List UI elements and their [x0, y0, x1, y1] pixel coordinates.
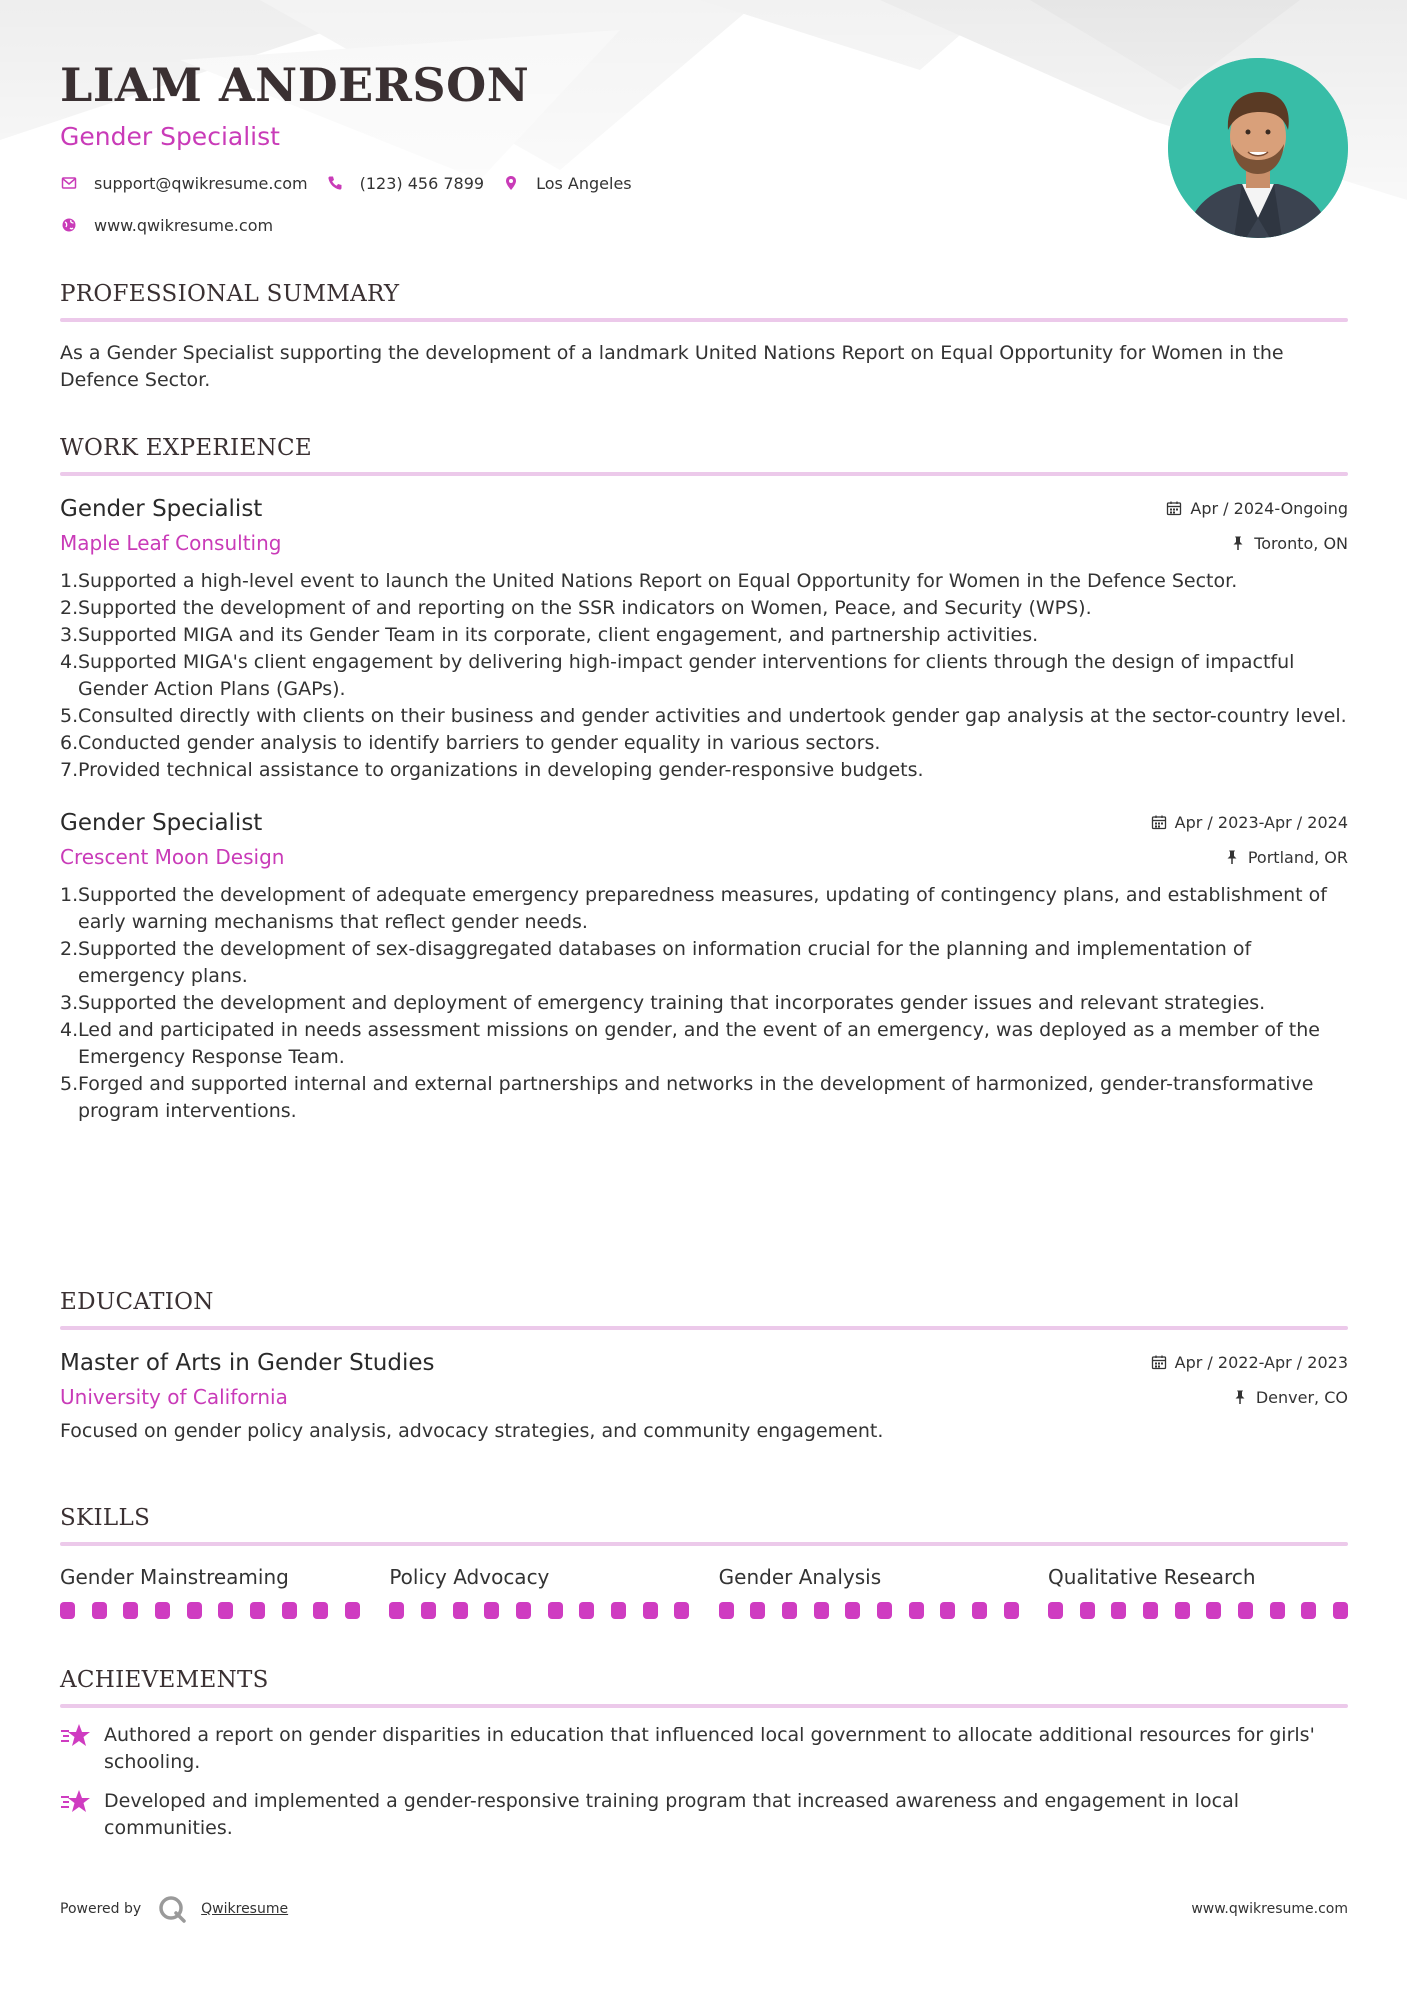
list-item: 5. Consulted directly with clients on their business and gender activities and undertook gender gap analysis at the sector-country level.	[60, 705, 1347, 727]
phone-text: (123) 456 7899	[359, 173, 485, 193]
skill-level-dot	[92, 1602, 107, 1619]
section-divider	[60, 1326, 1348, 1330]
achievements-section	[60, 1666, 1348, 1842]
experience-section	[60, 434, 1348, 1125]
degree-name: Master of Arts in Gender Studies	[60, 1350, 435, 1376]
list-item: 3. Supported the development and deployment of emergency training that incorporates gender issues and relevant strategies.	[60, 992, 1266, 1014]
email-text: support@qwikresume.com	[94, 173, 308, 193]
achievements-heading: ACHIEVEMENTS	[60, 1667, 269, 1693]
list-item	[60, 1788, 1348, 1842]
contact-location	[502, 174, 632, 193]
skill-level-dot	[250, 1602, 265, 1619]
education-entry	[60, 1348, 1348, 1445]
profile-photo	[1168, 58, 1348, 238]
skill-level-dot	[155, 1602, 170, 1619]
education-dates-text: Apr / 2022-Apr / 2023	[1174, 1352, 1348, 1372]
job-location	[1230, 534, 1348, 553]
shooting-star-icon	[60, 1788, 90, 1816]
map-pin-icon	[502, 174, 520, 192]
powered-label: Powered by	[60, 1901, 142, 1917]
skill-level-dot	[611, 1602, 626, 1619]
section-divider	[60, 1542, 1348, 1546]
skill-level-dot	[972, 1602, 987, 1619]
list-item: 2. Supported the development of sex-disaggregated databases on information crucial for the planning and implementation of emergency plans.	[60, 938, 1252, 987]
education-location	[1232, 1388, 1348, 1407]
skill-level-dot	[1080, 1602, 1095, 1619]
contact-row-primary	[60, 172, 1160, 194]
skills-heading: SKILLS	[60, 1505, 151, 1531]
skill-level-dot	[1301, 1602, 1316, 1619]
duties-list	[60, 568, 1348, 784]
list-item: 7. Provided technical assistance to organizations in developing gender-responsive budgets.	[60, 759, 924, 781]
skill-level-dot	[313, 1602, 328, 1619]
section-divider	[60, 318, 1348, 322]
summary-section	[60, 280, 1348, 394]
brand-link[interactable]: Qwikresume	[201, 1901, 289, 1917]
qwikresume-logo-icon	[157, 1894, 187, 1924]
job-dates-text: Apr / 2023-Apr / 2024	[1174, 812, 1348, 832]
powered-by	[60, 1894, 288, 1924]
skill-level-dot	[1333, 1602, 1348, 1619]
job-title: Gender Specialist	[60, 810, 263, 836]
summary-heading: PROFESSIONAL SUMMARY	[60, 281, 400, 307]
school-name: University of California	[60, 1385, 288, 1409]
skill-level-dot	[909, 1602, 924, 1619]
candidate-title: Gender Specialist	[60, 122, 280, 151]
education-section	[60, 1288, 1348, 1445]
skill-level-dot	[719, 1602, 734, 1619]
footer-url[interactable]: www.qwikresume.com	[1191, 1901, 1348, 1917]
skill-level-meter	[719, 1602, 1019, 1619]
skill-level-dot	[421, 1602, 436, 1619]
job-location-text: Portland, OR	[1247, 847, 1348, 867]
job-dates	[1166, 499, 1348, 518]
job-location	[1224, 848, 1348, 867]
skill-level-dot	[1143, 1602, 1158, 1619]
avatar-illustration	[1168, 58, 1348, 238]
skill-level-dot	[453, 1602, 468, 1619]
list-item: 6. Conducted gender analysis to identify barriers to gender equality in various sectors.	[60, 732, 881, 754]
pushpin-icon	[1232, 1389, 1248, 1405]
skill-level-dot	[750, 1602, 765, 1619]
list-item: 1. Supported a high-level event to launch the United Nations Report on Equal Opportunity for Women in the Defence Sector.	[60, 570, 1238, 592]
achievement-text: Authored a report on gender disparities in education that influenced local government to allocate additional resources for girls' schooling.	[104, 1724, 1315, 1773]
skill-level-dot	[1175, 1602, 1190, 1619]
skill-level-dot	[484, 1602, 499, 1619]
skill-level-dot	[1004, 1602, 1019, 1619]
skill-level-dot	[1048, 1602, 1063, 1619]
skill-name: Policy Advocacy	[389, 1565, 550, 1589]
pushpin-icon	[1230, 535, 1246, 551]
phone-icon	[326, 174, 344, 192]
skill-item	[1048, 1564, 1348, 1619]
job-location-text: Toronto, ON	[1254, 533, 1348, 553]
envelope-icon	[60, 174, 78, 192]
experience-heading: WORK EXPERIENCE	[60, 435, 312, 461]
skill-level-dot	[782, 1602, 797, 1619]
resume-header	[60, 58, 1160, 236]
skill-level-dot	[579, 1602, 594, 1619]
list-item: 4. Led and participated in needs assessment missions on gender, and the event of an emergency, was deployed as a member of the Emergency Response Team.	[60, 1019, 1320, 1068]
company-name: Crescent Moon Design	[60, 845, 285, 869]
skill-level-dot	[643, 1602, 658, 1619]
job-dates-text: Apr / 2024-Ongoing	[1190, 498, 1348, 518]
calendar-icon	[1151, 1354, 1167, 1370]
skill-level-dot	[389, 1602, 404, 1619]
education-location-text: Denver, CO	[1255, 1387, 1348, 1407]
job-dates	[1151, 813, 1348, 832]
calendar-icon	[1166, 500, 1182, 516]
skill-level-dot	[282, 1602, 297, 1619]
contact-website[interactable]	[60, 216, 273, 235]
skill-name: Gender Mainstreaming	[60, 1565, 289, 1589]
skill-item	[389, 1564, 689, 1619]
skill-level-dot	[845, 1602, 860, 1619]
education-description: Focused on gender policy analysis, advocacy strategies, and community engagement.	[60, 1420, 884, 1442]
education-heading: EDUCATION	[60, 1289, 214, 1315]
skill-level-dot	[674, 1602, 689, 1619]
education-dates	[1151, 1353, 1348, 1372]
duties-list	[60, 882, 1348, 1125]
list-item: 5. Forged and supported internal and external partnerships and networks in the development of harmonized, gender-transformative program interventions.	[60, 1073, 1314, 1122]
achievements-list	[60, 1722, 1348, 1842]
achievement-text: Developed and implemented a gender-responsive training program that increased awareness and engagement in local communities.	[104, 1790, 1240, 1839]
skill-name: Gender Analysis	[718, 1565, 882, 1589]
list-item: 3. Supported MIGA and its Gender Team in its corporate, client engagement, and partnership activities.	[60, 624, 1039, 646]
list-item: 2. Supported the development of and reporting on the SSR indicators on Women, Peace, and Security (WPS).	[60, 597, 1092, 619]
globe-icon	[60, 216, 78, 234]
skill-level-meter	[1048, 1602, 1348, 1619]
skill-level-dot	[218, 1602, 233, 1619]
skill-item	[60, 1564, 360, 1619]
summary-text: As a Gender Specialist supporting the development of a landmark United Nations Report on Equal Opportunity for Women in the Defence Sector.	[60, 342, 1284, 391]
skill-level-dot	[548, 1602, 563, 1619]
skills-grid	[60, 1564, 1348, 1619]
job-title: Gender Specialist	[60, 496, 263, 522]
company-name: Maple Leaf Consulting	[60, 531, 282, 555]
skill-level-dot	[187, 1602, 202, 1619]
candidate-name: LIAM ANDERSON	[60, 58, 530, 112]
job-entry	[60, 808, 1348, 1125]
skill-level-dot	[1111, 1602, 1126, 1619]
list-item: 1. Supported the development of adequate emergency preparedness measures, updating of contingency plans, and establishment of early warning mechanisms that reflect gender needs.	[60, 884, 1327, 933]
skill-level-dot	[814, 1602, 829, 1619]
skill-level-dot	[345, 1602, 360, 1619]
contact-row-secondary	[60, 214, 1160, 236]
shooting-star-icon	[60, 1722, 90, 1750]
website-text: www.qwikresume.com	[94, 215, 274, 235]
section-divider	[60, 472, 1348, 476]
pushpin-icon	[1224, 849, 1240, 865]
page-footer	[60, 1894, 1348, 1924]
skill-level-dot	[60, 1602, 75, 1619]
list-item: 4. Supported MIGA's client engagement by delivering high-impact gender interventions for clients through the design of impactful Gender Action Plans (GAPs).	[60, 651, 1295, 700]
skills-section	[60, 1504, 1348, 1619]
skill-level-dot	[1206, 1602, 1221, 1619]
skill-level-dot	[940, 1602, 955, 1619]
location-text: Los Angeles	[536, 173, 632, 193]
contact-phone[interactable]	[326, 174, 484, 193]
contact-email[interactable]	[60, 174, 308, 193]
skill-level-meter	[389, 1602, 689, 1619]
skill-item	[719, 1564, 1019, 1619]
job-entry	[60, 494, 1348, 784]
skill-level-dot	[1270, 1602, 1285, 1619]
skill-level-dot	[877, 1602, 892, 1619]
skill-level-dot	[516, 1602, 531, 1619]
skill-name: Qualitative Research	[1047, 1565, 1256, 1589]
skill-level-dot	[123, 1602, 138, 1619]
section-divider	[60, 1704, 1348, 1708]
list-item	[60, 1722, 1348, 1776]
skill-level-dot	[1238, 1602, 1253, 1619]
calendar-icon	[1151, 814, 1167, 830]
skill-level-meter	[60, 1602, 360, 1619]
